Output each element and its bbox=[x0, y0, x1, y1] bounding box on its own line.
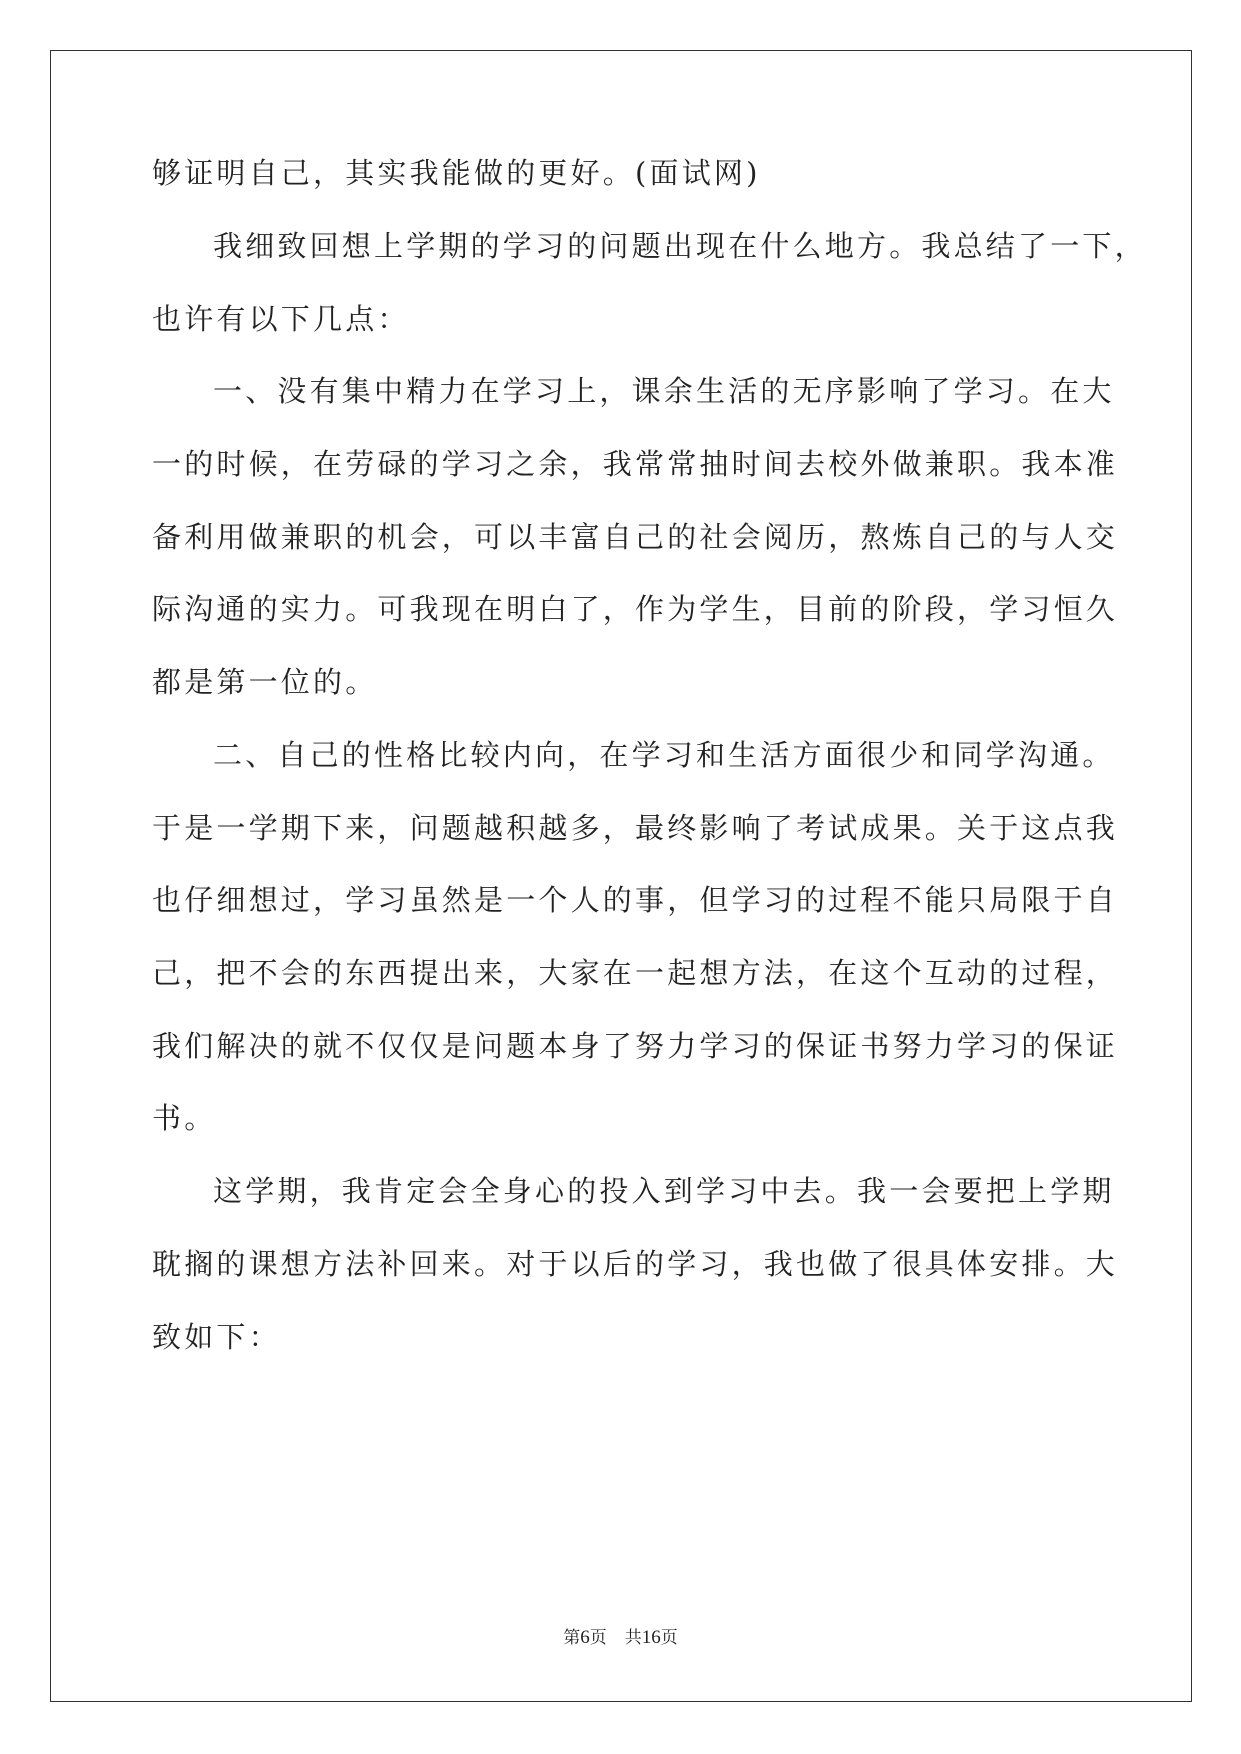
text-line: 也许有以下几点： bbox=[152, 302, 410, 336]
page-border bbox=[50, 50, 1192, 1702]
text-line: 我们解决的就不仅仅是问题本身了努力学习的保证书努力学习的保证 bbox=[152, 1029, 1119, 1063]
text-line: 我细致回想上学期的学习的问题出现在什么地方。我总结了一下， bbox=[213, 229, 1147, 263]
page-footer bbox=[0, 1626, 1241, 1650]
current-page-number: 6 bbox=[580, 1627, 590, 1648]
footer-page-label: 页 bbox=[589, 1628, 607, 1648]
text-line: 耽搁的课想方法补回来。对于以后的学习，我也做了很具体安排。大 bbox=[152, 1247, 1119, 1281]
text-line: 致如下： bbox=[152, 1320, 281, 1354]
footer-total-label: 页 bbox=[660, 1628, 678, 1648]
text-line: 备利用做兼职的机会，可以丰富自己的社会阅历，熬炼自己的与人交 bbox=[152, 520, 1119, 554]
text-line: 够证明自己，其实我能做的更好。(面试网) bbox=[152, 156, 761, 190]
text-line: 己，把不会的东西提出来，大家在一起想方法，在这个互动的过程， bbox=[152, 956, 1119, 990]
text-line: 于是一学期下来，问题越积越多，最终影响了考试成果。关于这点我 bbox=[152, 811, 1119, 845]
text-line: 一的时候，在劳碌的学习之余，我常常抽时间去校外做兼职。我本准 bbox=[152, 447, 1119, 481]
text-line: 一、没有集中精力在学习上，课余生活的无序影响了学习。在大 bbox=[213, 374, 1115, 408]
footer-total-prefix: 共 bbox=[624, 1628, 642, 1648]
text-line: 也仔细想过，学习虽然是一个人的事，但学习的过程不能只局限于自 bbox=[152, 883, 1119, 917]
text-line: 二、自己的性格比较内向，在学习和生活方面很少和同学沟通。 bbox=[213, 738, 1115, 772]
footer-prefix: 第 bbox=[563, 1628, 581, 1648]
total-pages-number: 16 bbox=[641, 1627, 661, 1648]
text-line: 都是第一位的。 bbox=[152, 665, 378, 699]
text-line: 这学期，我肯定会全身心的投入到学习中去。我一会要把上学期 bbox=[213, 1174, 1115, 1208]
text-line: 际沟通的实力。可我现在明白了，作为学生，目前的阶段，学习恒久 bbox=[152, 592, 1119, 626]
text-line: 书。 bbox=[152, 1101, 217, 1135]
